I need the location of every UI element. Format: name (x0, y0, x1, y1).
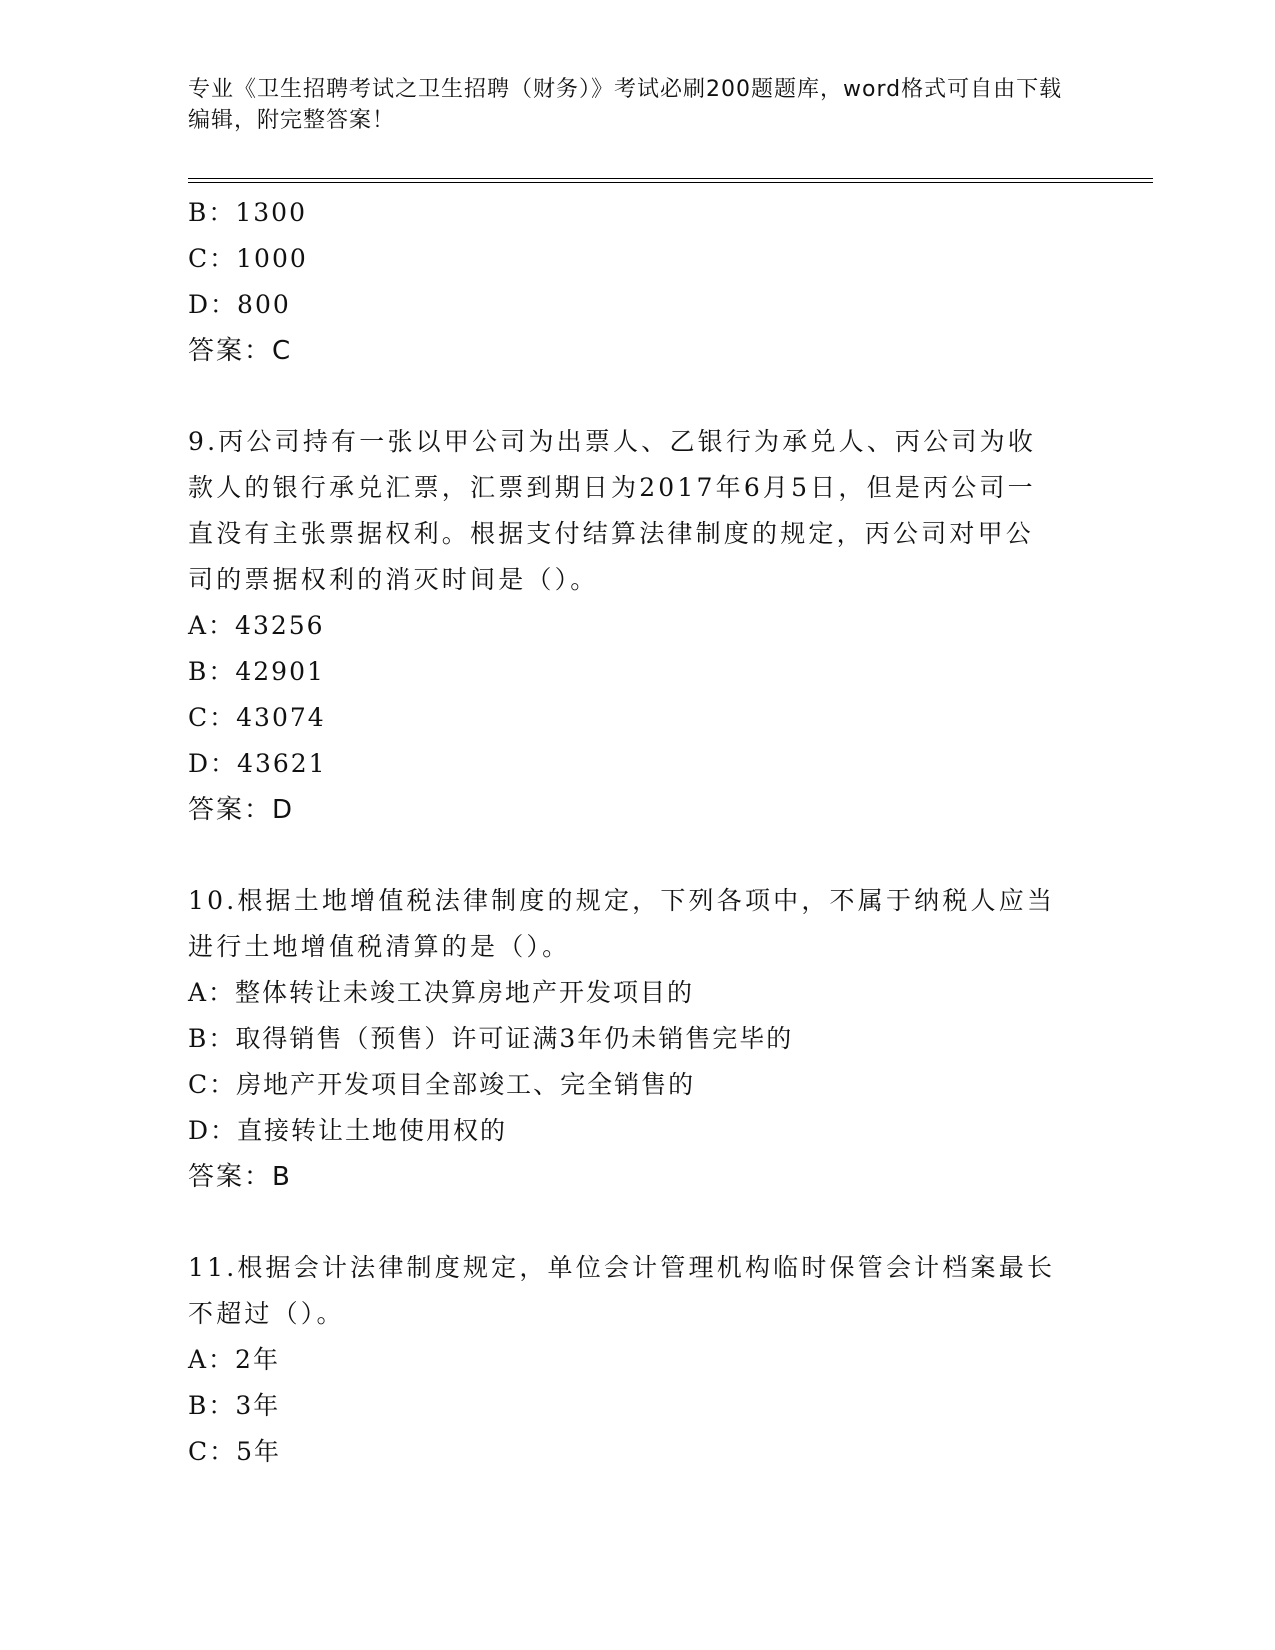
spacer (188, 374, 1088, 419)
answer-line: 答案：C (188, 336, 293, 366)
option-a: A：整体转让未竣工决算房地产开发项目的 (188, 978, 695, 1007)
question-10 (188, 878, 1088, 1200)
document-header: 专业《卫生招聘考试之卫生招聘（财务）》考试必刷200题题库，word格式可自由下载编辑，附完整答案！ (188, 77, 1063, 133)
question-text-line: 进行土地增值税清算的是（）。 (188, 932, 571, 961)
question-text-line: 11.根据会计法律制度规定，单位会计管理机构临时保管会计档案最长 (188, 1253, 1056, 1282)
spacer (188, 833, 1088, 878)
question-text-line: 10.根据土地增值税法律制度的规定，下列各项中，不属于纳税人应当 (188, 886, 1056, 915)
option-a: A：43256 (188, 611, 325, 640)
question-content (188, 190, 1088, 1475)
option-c: C：5年 (188, 1437, 282, 1466)
option-d: D：43621 (188, 749, 327, 778)
option-b: B：3年 (188, 1391, 281, 1420)
answer-line: 答案：B (188, 1162, 292, 1192)
header-divider-top (188, 178, 1153, 179)
answer-line: 答案：D (188, 795, 295, 825)
spacer (188, 1200, 1088, 1245)
question-text-line: 款人的银行承兑汇票，汇票到期日为2017年6月5日，但是丙公司一 (188, 473, 1036, 502)
option-d: D：800 (188, 290, 291, 319)
question-text-line: 直没有主张票据权利。根据支付结算法律制度的规定，丙公司对甲公 (188, 519, 1035, 548)
option-c: C：1000 (188, 244, 308, 273)
question-text-line: 9.丙公司持有一张以甲公司为出票人、乙银行为承兑人、丙公司为收 (188, 427, 1037, 456)
option-a: A：2年 (188, 1345, 280, 1374)
question-11 (188, 1245, 1088, 1475)
option-d: D：直接转让土地使用权的 (188, 1116, 508, 1145)
option-c: C：43074 (188, 703, 326, 732)
question-text-line: 司的票据权利的消灭时间是（）。 (188, 565, 599, 594)
option-b: B：1300 (188, 198, 307, 227)
question-text-line: 不超过（）。 (188, 1299, 345, 1328)
option-b: B：42901 (188, 657, 325, 686)
option-c: C：房地产开发项目全部竣工、完全销售的 (188, 1070, 696, 1099)
header-divider-bottom (188, 182, 1153, 183)
option-b: B：取得销售（预售）许可证满3年仍未销售完毕的 (188, 1024, 794, 1053)
question-9 (188, 419, 1088, 833)
